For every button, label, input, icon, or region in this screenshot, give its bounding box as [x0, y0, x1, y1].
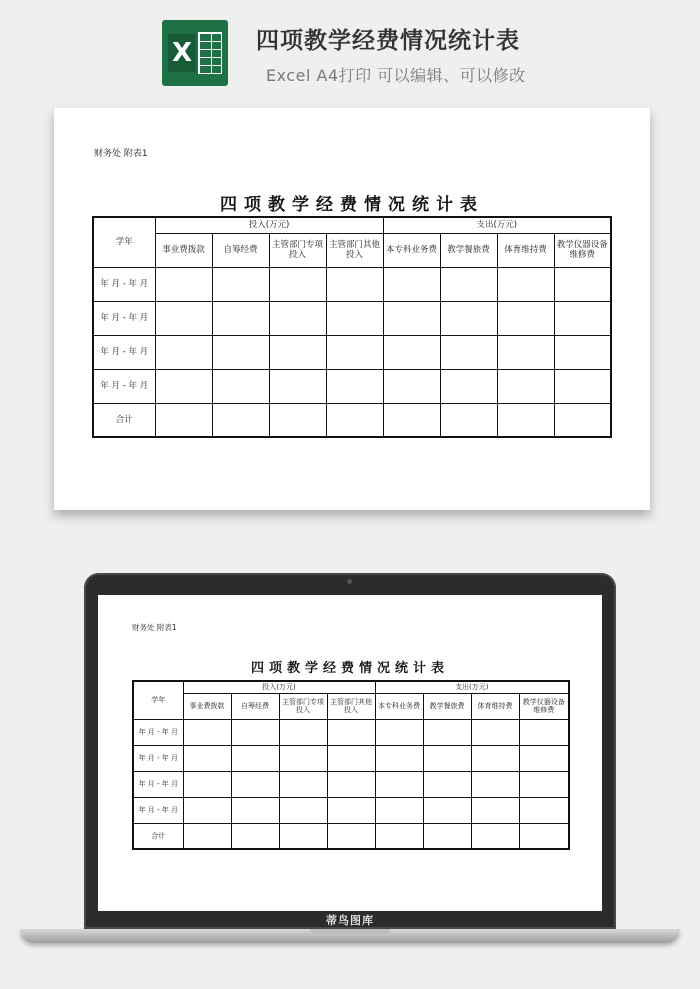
excel-grid-icon	[198, 32, 222, 74]
table-cell[interactable]	[423, 823, 471, 849]
table-cell[interactable]	[231, 719, 279, 745]
table-cell[interactable]	[231, 771, 279, 797]
table-cell[interactable]	[519, 823, 569, 849]
col-header: 自筹经费	[231, 693, 279, 719]
table-cell[interactable]	[183, 745, 231, 771]
table-cell[interactable]	[183, 771, 231, 797]
col-header: 体育维持费	[497, 233, 554, 267]
group-in-header: 投入(万元)	[155, 217, 383, 233]
col-header: 事业费拨款	[183, 693, 231, 719]
table-cell[interactable]	[497, 369, 554, 403]
table-cell[interactable]	[327, 745, 375, 771]
col-header: 本专科业务费	[383, 233, 440, 267]
table-cell[interactable]	[326, 335, 383, 369]
table-cell[interactable]	[423, 745, 471, 771]
col-header: 主管部门其他投入	[327, 693, 375, 719]
table-row	[133, 745, 569, 771]
table-cell[interactable]	[155, 369, 212, 403]
table-cell[interactable]	[383, 369, 440, 403]
table-cell[interactable]	[423, 719, 471, 745]
table-cell[interactable]	[554, 335, 611, 369]
table-cell[interactable]	[212, 335, 269, 369]
table-cell[interactable]	[375, 771, 423, 797]
table-cell[interactable]	[326, 267, 383, 301]
table-cell[interactable]	[471, 719, 519, 745]
table-cell[interactable]	[326, 369, 383, 403]
table-cell[interactable]	[440, 335, 497, 369]
col-year-header: 学年	[133, 681, 183, 719]
col-header: 体育维持费	[471, 693, 519, 719]
excel-x-letter: X	[168, 34, 196, 72]
table-cell[interactable]	[326, 301, 383, 335]
form-note: 财务处 附表1	[132, 623, 177, 632]
row-label: 年 月 - 年 月	[133, 745, 183, 771]
table-cell[interactable]	[519, 719, 569, 745]
table-cell[interactable]	[440, 267, 497, 301]
row-label: 年 月 - 年 月	[93, 369, 155, 403]
table-cell[interactable]	[212, 267, 269, 301]
table-cell[interactable]	[423, 797, 471, 823]
table-cell[interactable]	[440, 369, 497, 403]
form-note: 财务处 附表1	[94, 149, 148, 159]
table-cell[interactable]	[279, 719, 327, 745]
table-cell[interactable]	[497, 335, 554, 369]
table-cell[interactable]	[155, 267, 212, 301]
table-cell[interactable]	[212, 369, 269, 403]
table-cell[interactable]	[471, 823, 519, 849]
table-cell[interactable]	[327, 823, 375, 849]
row-label: 年 月 - 年 月	[133, 771, 183, 797]
table-row	[93, 335, 611, 369]
table-cell[interactable]	[269, 301, 326, 335]
table-cell[interactable]	[269, 369, 326, 403]
table-cell[interactable]	[440, 301, 497, 335]
table-cell[interactable]	[471, 771, 519, 797]
table-cell[interactable]	[327, 719, 375, 745]
table-cell[interactable]	[375, 745, 423, 771]
table-row-total	[133, 823, 569, 849]
table-cell[interactable]	[327, 797, 375, 823]
table-cell[interactable]	[327, 771, 375, 797]
table-cell[interactable]	[212, 301, 269, 335]
group-out-header: 支出(万元)	[383, 217, 611, 233]
table-row-total	[93, 403, 611, 437]
fee-table	[132, 680, 570, 850]
row-label: 年 月 - 年 月	[133, 719, 183, 745]
table-cell[interactable]	[183, 797, 231, 823]
group-in-header: 投入(万元)	[183, 681, 375, 693]
table-cell[interactable]	[440, 403, 497, 437]
col-header: 自筹经费	[212, 233, 269, 267]
col-header: 主管部门专项投入	[279, 693, 327, 719]
table-cell[interactable]	[554, 369, 611, 403]
table-cell[interactable]	[519, 797, 569, 823]
table-cell[interactable]	[183, 823, 231, 849]
table-cell[interactable]	[383, 335, 440, 369]
table-cell[interactable]	[155, 403, 212, 437]
col-year-header: 学年	[93, 217, 155, 267]
laptop-screen	[98, 595, 602, 911]
group-out-header: 支出(万元)	[375, 681, 569, 693]
col-header: 主管部门其他投入	[326, 233, 383, 267]
row-label: 年 月 - 年 月	[93, 335, 155, 369]
table-cell[interactable]	[155, 335, 212, 369]
col-header: 本专科业务费	[375, 693, 423, 719]
col-header: 教学餐旅费	[423, 693, 471, 719]
table-cell[interactable]	[279, 771, 327, 797]
table-cell[interactable]	[155, 301, 212, 335]
col-header: 教学餐旅费	[440, 233, 497, 267]
table-cell[interactable]	[279, 823, 327, 849]
table-cell[interactable]	[554, 301, 611, 335]
col-header: 事业费拨款	[155, 233, 212, 267]
table-cell[interactable]	[375, 797, 423, 823]
watermark-label: 蒂鸟图库	[326, 914, 374, 927]
table-row	[93, 267, 611, 301]
page-title: 四项教学经费情况统计表	[256, 28, 520, 54]
row-label: 合计	[133, 823, 183, 849]
table-cell[interactable]	[554, 403, 611, 437]
table-cell[interactable]	[383, 403, 440, 437]
table-cell[interactable]	[231, 797, 279, 823]
laptop-mockup	[84, 573, 616, 929]
table-cell[interactable]	[269, 335, 326, 369]
fee-table	[92, 216, 612, 438]
table-cell[interactable]	[423, 771, 471, 797]
table-cell[interactable]	[471, 745, 519, 771]
col-header: 教学仪器设备维修费	[554, 233, 611, 267]
excel-icon	[162, 20, 228, 86]
table-cell[interactable]	[497, 267, 554, 301]
table-row	[93, 301, 611, 335]
table-cell[interactable]	[375, 823, 423, 849]
table-cell[interactable]	[383, 301, 440, 335]
table-row	[133, 797, 569, 823]
row-label: 年 月 - 年 月	[93, 267, 155, 301]
table-cell[interactable]	[212, 403, 269, 437]
table-cell[interactable]	[326, 403, 383, 437]
table-cell[interactable]	[383, 267, 440, 301]
laptop-base	[20, 929, 680, 943]
table-cell[interactable]	[279, 745, 327, 771]
laptop-notch	[310, 929, 390, 934]
camera-icon	[347, 579, 352, 584]
table-cell[interactable]	[231, 823, 279, 849]
table-cell[interactable]	[519, 771, 569, 797]
table-row	[133, 719, 569, 745]
table-cell[interactable]	[231, 745, 279, 771]
row-label: 年 月 - 年 月	[133, 797, 183, 823]
row-label: 合计	[93, 403, 155, 437]
table-cell[interactable]	[375, 719, 423, 745]
col-header: 教学仪器设备维修费	[519, 693, 569, 719]
table-cell[interactable]	[279, 797, 327, 823]
table-row	[133, 771, 569, 797]
table-cell[interactable]	[269, 267, 326, 301]
table-cell[interactable]	[269, 403, 326, 437]
table-cell[interactable]	[519, 745, 569, 771]
page-subtitle: Excel A4打印 可以编辑、可以修改	[266, 66, 526, 85]
table-cell[interactable]	[497, 403, 554, 437]
form-title: 四项教学经费情况统计表	[220, 195, 484, 215]
header	[0, 0, 700, 105]
table-cell[interactable]	[183, 719, 231, 745]
form-title: 四项教学经费情况统计表	[250, 661, 449, 676]
table-cell[interactable]	[471, 797, 519, 823]
sheet-preview	[54, 108, 650, 510]
table-cell[interactable]	[497, 301, 554, 335]
col-header: 主管部门专项投入	[269, 233, 326, 267]
table-row	[93, 369, 611, 403]
row-label: 年 月 - 年 月	[93, 301, 155, 335]
table-cell[interactable]	[554, 267, 611, 301]
